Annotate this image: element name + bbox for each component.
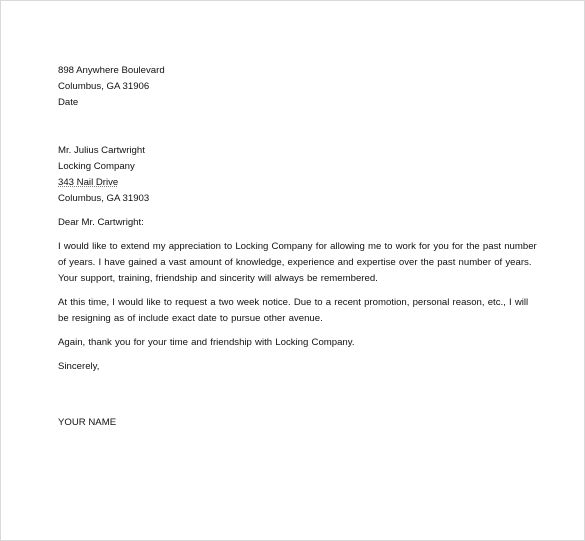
spacer	[58, 207, 538, 215]
paragraph-appreciation: I would like to extend my appreciation to Locking Company for allowing me to work for you for the past number of years. I have gained a vast amount of knowledge, experience and expertise over the past number of years. Your support, training, friendship and sincerity will always be remembered.	[58, 241, 537, 284]
paragraph-thanks: Again, thank you for your time and friendship with Locking Company.	[58, 337, 355, 348]
sender-city-state-zip: Columbus, GA 31906	[58, 81, 150, 92]
spacer	[58, 287, 538, 295]
letter-body	[58, 63, 538, 431]
recipient-city-state-zip: Columbus, GA 31903	[58, 193, 150, 204]
salutation: Dear Mr. Cartwright:	[58, 217, 144, 228]
sender-address	[58, 63, 538, 111]
recipient-street: 343 Nail Drive	[58, 177, 119, 188]
signature-name: YOUR NAME	[58, 417, 117, 428]
spacer	[58, 351, 538, 359]
recipient-company: Locking Company	[58, 161, 135, 172]
letter-date: Date	[58, 97, 79, 108]
sender-street: 898 Anywhere Boulevard	[58, 65, 165, 76]
closing: Sincerely,	[58, 361, 100, 372]
spacer	[58, 375, 538, 407]
spacer	[58, 407, 538, 415]
recipient-address	[58, 143, 538, 207]
recipient-name: Mr. Julius Cartwright	[58, 145, 145, 156]
spacer	[58, 231, 538, 239]
spacer	[58, 111, 538, 143]
paragraph-notice: At this time, I would like to request a two week notice. Due to a recent promotion, personal reason, etc., I will be resigning as of include exact date to pursue other avenue.	[58, 297, 529, 324]
spacer	[58, 327, 538, 335]
